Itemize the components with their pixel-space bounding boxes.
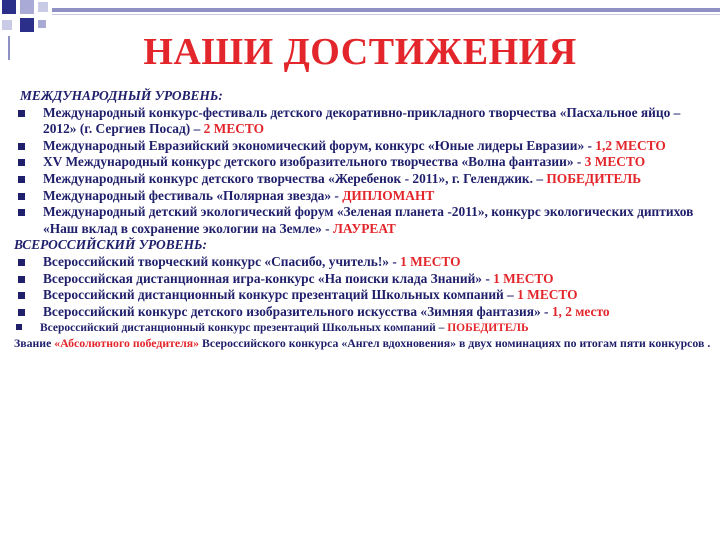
- list-item: Международный детский экологический форум «Зеленая планета -2011», конкурс экологических диптихов «Наш вклад в сохранение экологии на Земле» - ЛАУРЕАТ: [14, 204, 714, 237]
- bullet-icon: [18, 143, 25, 150]
- bullet-icon: [18, 193, 25, 200]
- list-item: Международный конкурс детского творчества «Жеребенок - 2011», г. Геленджик. – ПОБЕДИТЕЛЬ: [14, 171, 714, 188]
- list-item: Международный конкурс-фестиваль детского декоративно-прикладного творчества «Пасхальное яйцо – 2012» (г. Сергиев Посад) – 2 МЕСТО: [14, 105, 714, 138]
- section-heading-national: ВСЕРОССИЙСКИЙ УРОВЕНЬ:: [14, 237, 207, 253]
- final-note-highlight: «Абсолютного победителя»: [54, 336, 200, 351]
- bullet-icon: [18, 292, 25, 299]
- bullet-icon: [18, 209, 25, 216]
- list-item: Всероссийский дистанционный конкурс презентаций Школьных компаний – 1 МЕСТО: [14, 287, 714, 304]
- title-rule: [52, 8, 720, 12]
- bullet-icon: [18, 110, 25, 117]
- final-note: Звание «Абсолютного победителя» Всероссийского конкурса «Ангел вдохновения» в двух номинациях по итогам пяти конкурсов .: [14, 336, 711, 351]
- list-item: Всероссийский дистанционный конкурс презентаций Школьных компаний – ПОБЕДИТЕЛЬ: [14, 320, 714, 336]
- list-item: Всероссийский творческий конкурс «Спасибо, учитель!» - 1 МЕСТО: [14, 254, 714, 271]
- section-heading-international: МЕЖДУНАРОДНЫЙ УРОВЕНЬ:: [20, 88, 223, 103]
- bullet-icon: [18, 159, 25, 166]
- list-item: XV Международный конкурс детского изобразительного творчества «Волна фантазии» - 3 МЕСТО: [14, 154, 714, 171]
- bullet-icon: [18, 309, 25, 316]
- page-title: НАШИ ДОСТИЖЕНИЯ: [143, 31, 577, 73]
- list-item: Международный фестиваль «Полярная звезда» - ДИПЛОМАНТ: [14, 188, 714, 205]
- bullet-icon: [16, 324, 22, 330]
- bullet-icon: [18, 259, 25, 266]
- achievements-list: [14, 88, 714, 352]
- list-item: Всероссийский конкурс детского изобразительного искусства «Зимняя фантазия» - 1, 2 место: [14, 304, 714, 321]
- list-item: Международный Евразийский экономический форум, конкурс «Юные лидеры Евразии» - 1,2 МЕСТО: [14, 138, 714, 155]
- bullet-icon: [18, 276, 25, 283]
- bullet-icon: [18, 176, 25, 183]
- list-item: Всероссийская дистанционная игра-конкурс «На поиски клада Знаний» - 1 МЕСТО: [14, 271, 714, 288]
- title-rule-thin: [52, 14, 720, 15]
